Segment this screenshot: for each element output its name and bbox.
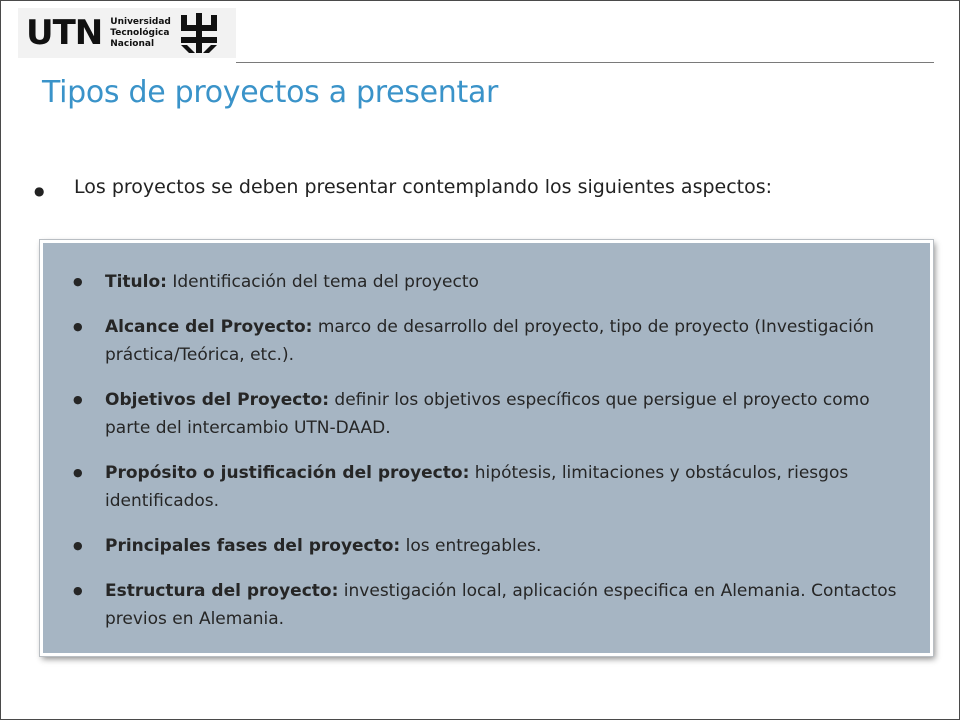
aspect-label: Propósito o justificación del proyecto:	[105, 463, 470, 483]
list-item	[73, 459, 910, 515]
bullet-icon: ●	[73, 539, 83, 552]
list-item	[73, 577, 910, 633]
list-item	[73, 532, 910, 560]
aspect-text: Identificación del tema del proyecto	[166, 272, 479, 292]
list-item	[73, 313, 910, 369]
aspect-label: Objetivos del Proyecto:	[105, 390, 329, 410]
bullet-icon: ●	[73, 275, 83, 288]
utn-emblem-icon	[177, 11, 221, 55]
page-title: Tipos de proyectos a presentar	[42, 75, 499, 110]
logo-line: Nacional	[110, 38, 155, 49]
bullet-icon: ●	[73, 393, 83, 406]
aspect-label: Alcance del Proyecto:	[105, 317, 313, 337]
intro-text: Los proyectos se deben presentar contemplando los siguientes aspectos:	[74, 176, 773, 198]
logo-line: Universidad	[110, 16, 171, 27]
aspect-text: hipótesis, limitaciones y obstáculos, riesgos identificados.	[105, 463, 849, 511]
aspects-list	[43, 243, 930, 633]
header-divider	[236, 62, 934, 63]
logo-wordmark: UTN	[26, 13, 103, 53]
aspect-text: investigación local, aplicación especifica en Alemania. Contactos previos en Alemania.	[105, 581, 897, 629]
aspects-box	[40, 240, 933, 656]
intro-bullet	[30, 176, 910, 206]
aspect-label: Estructura del proyecto:	[105, 581, 339, 601]
bullet-icon: ●	[34, 184, 45, 198]
aspect-text: definir los objetivos específicos que persigue el proyecto como parte del intercambio UTN-DAAD.	[105, 390, 870, 438]
aspect-text: los entregables.	[400, 536, 542, 556]
bullet-icon: ●	[73, 584, 83, 597]
logo-line: Tecnológica	[110, 27, 170, 38]
aspect-label: Principales fases del proyecto:	[105, 536, 401, 556]
list-item	[73, 268, 910, 296]
logo-institution-name	[110, 17, 171, 50]
utn-logo	[18, 8, 236, 58]
aspect-text: marco de desarrollo del proyecto, tipo de proyecto (Investigación práctica/Teórica, etc.).	[105, 317, 875, 365]
bullet-icon: ●	[73, 466, 83, 479]
list-item	[73, 386, 910, 442]
aspect-label: Titulo:	[105, 272, 167, 292]
bullet-icon: ●	[73, 320, 83, 333]
